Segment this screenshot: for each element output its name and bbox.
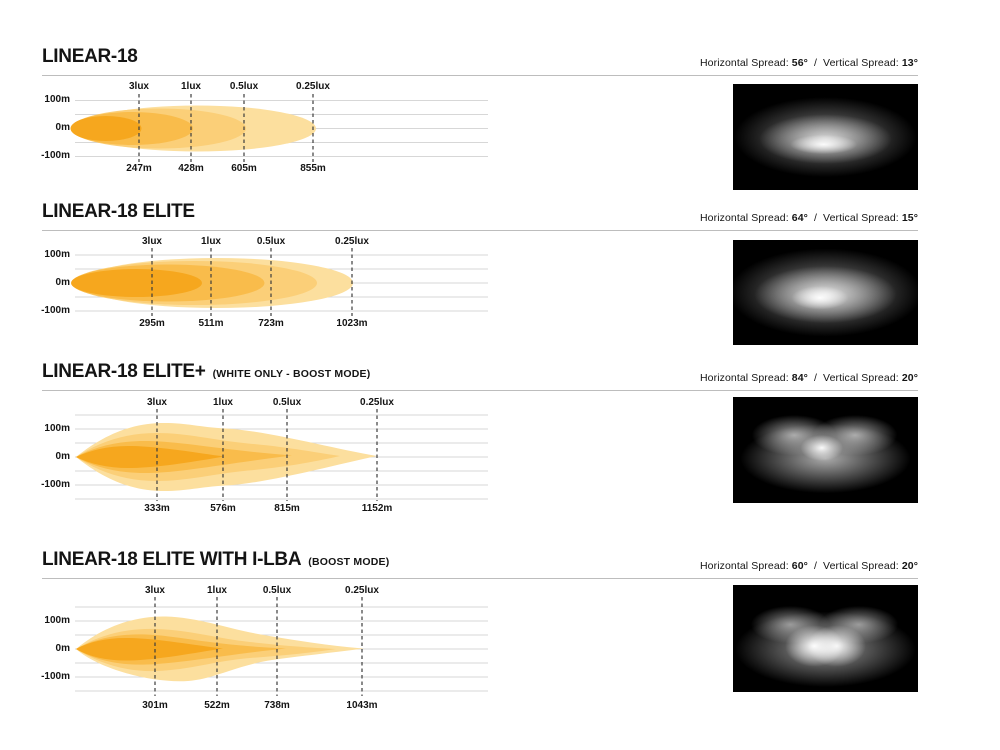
horizontal-spread-value: 64° <box>791 212 808 224</box>
y-axis-label: -100m <box>41 479 70 490</box>
section-header <box>42 361 370 383</box>
spread-spec <box>700 560 918 572</box>
y-axis-label: -100m <box>41 150 70 161</box>
beam-photo <box>733 240 918 345</box>
lux-label: 1lux <box>212 397 233 408</box>
distance-label: 301m <box>142 700 168 711</box>
lux-label: 0.25lux <box>345 585 379 596</box>
distance-label: 1023m <box>336 318 368 329</box>
section-header <box>42 201 202 223</box>
distance-label: 522m <box>204 700 230 711</box>
horizontal-spread-label: Horizontal Spread: <box>699 57 789 69</box>
vertical-spread-label: Vertical Spread: <box>823 212 899 224</box>
section-divider <box>42 390 918 391</box>
beam-chart-linear-18-elite-plus <box>75 409 488 501</box>
distance-label: 605m <box>231 163 257 174</box>
beam-photo <box>733 585 918 692</box>
spread-spec <box>700 212 918 224</box>
horizontal-spread-label: Horizontal Spread: <box>699 372 789 384</box>
spread-spec <box>700 57 918 69</box>
y-axis-label: 0m <box>55 122 70 133</box>
beam-chart-linear-18-elite-ilba <box>75 597 488 696</box>
y-axis-label: 100m <box>44 249 70 260</box>
distance-label: 1043m <box>346 700 378 711</box>
lux-label: 0.25lux <box>296 81 330 92</box>
lux-label: 3lux <box>144 585 165 596</box>
spread-separator: / <box>813 560 818 572</box>
horizontal-spread-label: Horizontal Spread: <box>699 560 789 572</box>
lux-label: 0.5lux <box>272 397 302 408</box>
section-divider <box>42 578 918 579</box>
vertical-spread-value: 13° <box>901 57 918 69</box>
distance-label: 247m <box>126 163 152 174</box>
section-divider <box>42 230 918 231</box>
section-title: LINEAR-18 ELITE <box>42 201 195 222</box>
section-header <box>42 549 389 571</box>
distance-label: 428m <box>178 163 204 174</box>
horizontal-spread-value: 60° <box>791 560 808 572</box>
section-divider <box>42 75 918 76</box>
y-axis-label: 0m <box>55 451 70 462</box>
distance-label: 511m <box>198 318 224 329</box>
distance-label: 333m <box>144 503 170 514</box>
lux-label: 1lux <box>206 585 227 596</box>
lux-label: 0.5lux <box>229 81 259 92</box>
lux-label: 1lux <box>180 81 201 92</box>
horizontal-spread-value: 84° <box>791 372 808 384</box>
vertical-spread-value: 15° <box>901 212 918 224</box>
vertical-spread-label: Vertical Spread: <box>823 372 899 384</box>
y-axis-label: 100m <box>44 615 70 626</box>
distance-label: 723m <box>258 318 284 329</box>
section-subtitle: (BOOST MODE) <box>308 556 390 568</box>
y-axis-label: 0m <box>55 277 70 288</box>
distance-label: 738m <box>264 700 290 711</box>
vertical-spread-label: Vertical Spread: <box>823 57 899 69</box>
y-axis-label: 100m <box>44 423 70 434</box>
horizontal-spread-value: 56° <box>791 57 808 69</box>
section-title: LINEAR-18 <box>42 46 138 67</box>
y-axis-label: -100m <box>41 671 70 682</box>
lux-label: 3lux <box>146 397 167 408</box>
lux-label: 0.5lux <box>262 585 292 596</box>
beam-chart-linear-18-elite <box>71 248 488 316</box>
y-axis-label: -100m <box>41 305 70 316</box>
distance-label: 576m <box>210 503 236 514</box>
lux-label: 3lux <box>141 236 162 247</box>
distance-label: 855m <box>300 163 326 174</box>
beam-photo <box>733 84 918 190</box>
distance-label: 295m <box>139 318 165 329</box>
horizontal-spread-label: Horizontal Spread: <box>699 212 789 224</box>
beam-chart-linear-18 <box>71 94 489 162</box>
lux-label: 1lux <box>200 236 221 247</box>
lux-label: 3lux <box>128 81 149 92</box>
section-title: LINEAR-18 ELITE WITH I-LBA <box>42 549 302 570</box>
vertical-spread-value: 20° <box>901 372 918 384</box>
distance-label: 815m <box>274 503 300 514</box>
y-axis-label: 100m <box>44 94 70 105</box>
spread-separator: / <box>813 212 818 224</box>
spread-separator: / <box>813 57 818 69</box>
distance-label: 1152m <box>361 503 393 514</box>
section-header <box>42 46 144 68</box>
spread-separator: / <box>813 372 818 384</box>
lux-label: 0.25lux <box>335 236 369 247</box>
lux-label: 0.25lux <box>360 397 394 408</box>
section-title: LINEAR-18 ELITE+ <box>42 361 206 382</box>
vertical-spread-label: Vertical Spread: <box>823 560 899 572</box>
lux-label: 0.5lux <box>256 236 286 247</box>
vertical-spread-value: 20° <box>901 560 918 572</box>
beam-photo <box>733 397 918 503</box>
section-subtitle: (WHITE ONLY - BOOST MODE) <box>212 368 371 380</box>
spread-spec <box>700 372 918 384</box>
y-axis-label: 0m <box>55 643 70 654</box>
